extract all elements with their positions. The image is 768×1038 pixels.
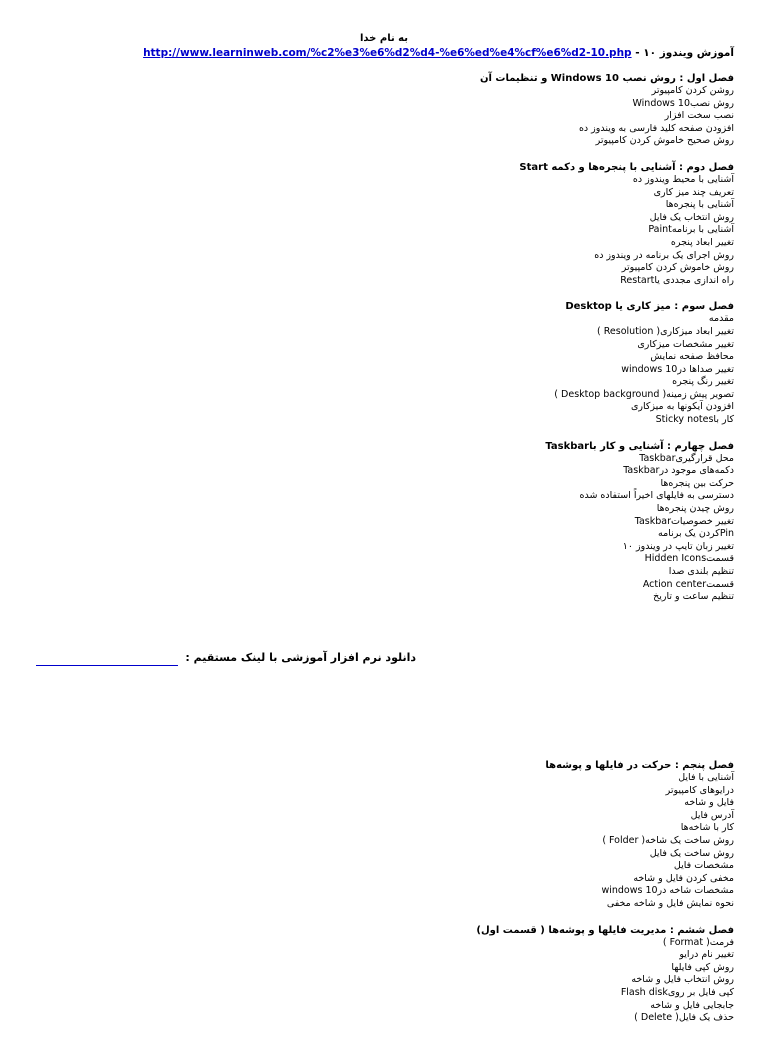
lesson-item: آشنایی با فایل bbox=[678, 772, 734, 783]
lesson-item: تغییر مشخصات میزکاری bbox=[637, 338, 734, 350]
lesson-item: درایوهای کامپیوتر bbox=[665, 784, 734, 796]
lesson-item: دکمه‌های موجود درTaskbar bbox=[623, 465, 734, 477]
lesson-item: تنظیم بلندی صدا bbox=[668, 566, 734, 577]
lesson-item: افزودن آیکونها به میزکاری bbox=[630, 401, 734, 413]
lesson-item: قسمتAction center bbox=[642, 578, 734, 590]
lesson-item: روش انتخاب یک فایل bbox=[649, 211, 734, 223]
lesson-item: نحوه نمایش فایل و شاخه مخفی bbox=[606, 897, 734, 909]
lesson-item: روش صحیح خاموش کردن کامپیوتر bbox=[595, 135, 734, 147]
chapter-section bbox=[254, 924, 734, 1025]
lesson-item: محافظ صفحه نمایش bbox=[650, 351, 734, 363]
lesson-item: Pinکردن یک برنامه bbox=[658, 528, 734, 540]
lesson-item: آشنایی با محیط ویندوز ده bbox=[632, 173, 734, 185]
lesson-item: حرکت بین پنجره‌ها bbox=[660, 477, 734, 489]
lesson-item: روش نصبWindows 10 bbox=[632, 97, 734, 109]
chapter-section bbox=[254, 759, 734, 911]
chapter-section bbox=[254, 440, 734, 604]
lesson-item: روش ساخت یک شاخه( Folder ) bbox=[602, 834, 734, 846]
lesson-item: راه اندازی مجددی یاRestart bbox=[620, 274, 734, 286]
lesson-item: قسمتHidden Icons bbox=[644, 553, 734, 565]
lesson-item: تغییر ابعاد میزکاری( Resolution ) bbox=[597, 325, 734, 337]
lesson-item: تغییر نام درایو bbox=[679, 949, 734, 961]
lesson-item: افزودن صفحه کلید فارسی به ویندوز ده bbox=[578, 122, 734, 134]
lesson-item: کار باSticky notes bbox=[655, 414, 734, 426]
lesson-item: فایل و شاخه bbox=[684, 797, 734, 809]
lesson-item: حذف یک فایل( Delete ) bbox=[634, 1012, 734, 1024]
chapter-title: فصل چهارم : آشنایی و کار باTaskbar bbox=[545, 440, 734, 452]
lesson-item: فرمت( Format ) bbox=[662, 936, 734, 948]
lesson-item: دسترسی به فایلهای اخیراً استفاده شده bbox=[579, 490, 734, 502]
document-title: به نام خدا bbox=[359, 33, 409, 44]
chapter-section bbox=[254, 72, 734, 148]
lesson-item: جابجایی فایل و شاخه bbox=[650, 999, 734, 1011]
lesson-item: تنظیم ساعت و تاریخ bbox=[653, 591, 734, 603]
lesson-item: مقدمه bbox=[708, 313, 734, 325]
course-link[interactable]: http://www.learninweb.com/%c2%e3%e6%d2%d4-%e6%ed%e4%cf%e6%d2-10.php bbox=[143, 47, 632, 59]
chapter-section bbox=[254, 300, 734, 426]
lesson-item: تعریف چند میز کاری bbox=[653, 186, 734, 198]
lesson-item: تغییر صداها درwindows 10 bbox=[621, 363, 734, 375]
lesson-item: مخفی کردن فایل و شاخه bbox=[633, 872, 734, 884]
lesson-item: تصویر پیش زمینه( Desktop background ) bbox=[554, 388, 734, 400]
download-line bbox=[56, 650, 416, 666]
lesson-item: نصب سخت افزار bbox=[664, 110, 734, 122]
lesson-item: روش اجرای یک برنامه در ویندوز ده bbox=[594, 249, 734, 261]
lesson-item: آدرس فایل bbox=[690, 809, 734, 821]
lesson-item: تغییر رنگ پنجره bbox=[672, 376, 734, 388]
lesson-item: مشخصات شاخه درwindows 10 bbox=[601, 885, 734, 897]
lesson-item: روشن کردن کامپیوتر bbox=[651, 85, 734, 96]
chapter-title: فصل سوم : میز کاری یا Desktop bbox=[565, 301, 734, 313]
chapter-title: فصل اول : روش نصب Windows 10 و تنظیمات آن bbox=[479, 73, 734, 84]
lesson-item: مشخصات فایل bbox=[673, 860, 734, 872]
lesson-item: روش انتخاب فایل و شاخه bbox=[631, 974, 734, 986]
course-title: آموزش ویندوز ۱۰ - bbox=[635, 47, 734, 59]
chapter-title: فصل ششم : مدیریت فایلها و پوشه‌ها ( قسمت اول) bbox=[476, 924, 734, 936]
lesson-item: آشنایی با برنامهPaint bbox=[648, 224, 734, 236]
course-header-line bbox=[14, 46, 734, 60]
lesson-item: محل قرارگیریTaskbar bbox=[639, 452, 734, 464]
lesson-item: روش چیدن پنجره‌ها bbox=[656, 503, 734, 515]
lesson-item: روش خاموش کردن کامپیوتر bbox=[621, 262, 734, 274]
lesson-item: روش کپی فایلها bbox=[671, 961, 734, 973]
chapter-list-bottom bbox=[254, 759, 734, 1038]
lesson-item: تغییر زبان تایپ در ویندوز ۱۰ bbox=[622, 540, 734, 552]
lesson-item: روش ساخت یک فایل bbox=[649, 847, 734, 859]
lesson-item: تغییر خصوصیاتTaskbar bbox=[634, 515, 734, 527]
download-link-placeholder[interactable] bbox=[36, 652, 178, 666]
download-label: دانلود نرم افزار آموزشی با لینک مستقیم : bbox=[185, 651, 416, 664]
lesson-item: کپی فایل بر رویFlash disk bbox=[620, 986, 734, 998]
chapter-title: فصل پنجم : حرکت در فایلها و پوشه‌ها bbox=[545, 760, 734, 771]
lesson-item: کار با شاخه‌ها bbox=[680, 822, 734, 834]
chapter-section bbox=[254, 161, 734, 287]
lesson-item: تغییر ابعاد پنجره bbox=[670, 236, 734, 248]
chapter-title: فصل دوم : آشنایی با پنجره‌ها و دکمه Start bbox=[519, 161, 734, 173]
chapter-list-top bbox=[254, 72, 734, 617]
lesson-item: آشنایی با پنجره‌ها bbox=[665, 199, 734, 211]
